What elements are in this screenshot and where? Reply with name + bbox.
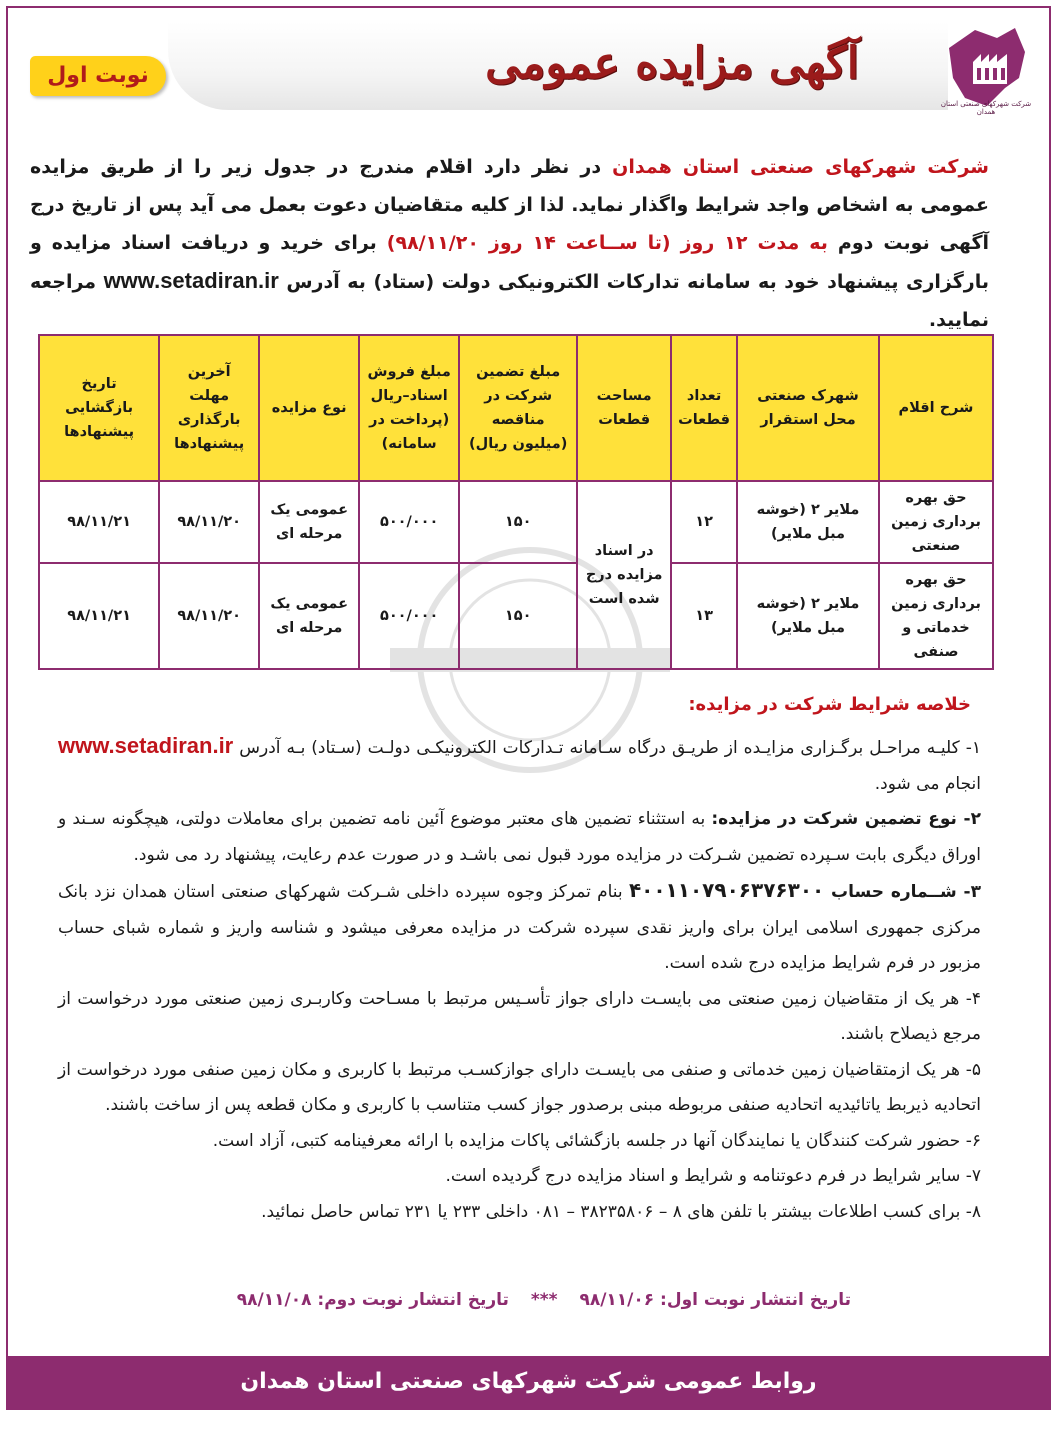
cell-item: حق بهره برداری زمین خدماتی و صنفی	[879, 563, 993, 669]
th-opening: تاریخ بازگشایی پیشنهادها	[39, 335, 159, 481]
condition-item: ۸- برای کسب اطلاعات بیشتر با تلفن های ۸ – ۳۸۲۳۵۸۰۶ – ۰۸۱ داخلی ۲۳۳ یا ۲۳۱ تماس حاصل نمائید.	[261, 1201, 981, 1222]
conditions-title: خلاصه شرایط شرکت در مزایده:	[688, 694, 971, 715]
intro-url-link[interactable]: www.setadiran.ir	[103, 268, 279, 293]
intro-text-3: مراجعه نمایید.	[30, 271, 989, 331]
condition-1-url-link[interactable]: www.setadiran.ir	[58, 733, 234, 758]
cell-type: عمومی یک مرحله ای	[259, 481, 359, 563]
condition-1-text: ۱- کلیـه مراحـل برگـزاری مزایـده از طریـق درگاه سـامانه تـدارکات الکترونیکـی دولـت (سـتاد) بـه آدرس	[233, 738, 981, 758]
th-type: نوع مزایده	[259, 335, 359, 481]
condition-3-label: ۳- شــماره حساب	[824, 882, 981, 902]
conditions-list	[58, 728, 981, 1230]
logo-caption: شرکت شهرکهای صنعتی استان همدان	[940, 100, 1032, 116]
table-row	[39, 563, 993, 669]
cell-deadline: ۹۸/۱۱/۲۰	[159, 563, 259, 669]
cell-deadline: ۹۸/۱۱/۲۰	[159, 481, 259, 563]
condition-2-label: ۲- نوع تضمین شرکت در مزایده:	[711, 809, 981, 829]
th-deadline: آخرین مهلت بارگذاری پیشنهادها	[159, 335, 259, 481]
cell-guarantee: ۱۵۰	[459, 563, 577, 669]
cell-item: حق بهره برداری زمین صنعتی	[879, 481, 993, 563]
cell-area-merged: در اسناد مزایده درج شده است	[577, 481, 671, 669]
account-number: ۴۰۰۱۱۰۷۹۰۶۳۷۶۳۰۰	[628, 878, 825, 902]
cell-opening: ۹۸/۱۱/۲۱	[39, 481, 159, 563]
th-area: مساحت قطعات	[577, 335, 671, 481]
round-tag: نوبت اول	[30, 56, 166, 96]
condition-item: ۶- حضور شرکت کنندگان یا نمایندگان آنها در جلسه بازگشائی پاکات مزایده با ارائه معرفینامه کتبی، آزاد است.	[212, 1130, 981, 1151]
table-row	[39, 481, 993, 563]
condition-item: ۴- هر یک از متقاضیان زمین صنعتی می بایسـت دارای جواز تأسـیس مرتبط با مسـاحت وکاربـری زمین صنعتی مورد درخواست از مرجع ذیصلاح باشند.	[58, 988, 981, 1044]
page-title: آگهی مزایده عمومی	[485, 38, 859, 89]
items-table	[38, 334, 994, 670]
cell-opening: ۹۸/۱۱/۲۱	[39, 563, 159, 669]
th-doc-price: مبلغ فروش اسناد–ریال (پرداخت در سامانه)	[359, 335, 459, 481]
cell-location: ملایر ۲ (خوشه مبل ملایر)	[737, 563, 879, 669]
th-item: شرح اقلام	[879, 335, 993, 481]
publication-dates	[229, 1290, 859, 1310]
cell-guarantee: ۱۵۰	[459, 481, 577, 563]
footer-banner: روابط عمومی شرکت شهرکهای صنعتی استان همدان	[8, 1356, 1049, 1408]
cell-type: عمومی یک مرحله ای	[259, 563, 359, 669]
condition-item	[58, 802, 981, 873]
condition-item: ۷- سایر شرایط در فرم دعوتنامه و شرایط و اسناد مزایده درج گردیده است.	[445, 1166, 981, 1186]
cell-count: ۱۳	[671, 563, 737, 669]
condition-item	[58, 728, 981, 802]
th-location: شهرک صنعتی محل استقرار	[737, 335, 879, 481]
first-publication-date: تاریخ انتشار نوبت اول: ۹۸/۱۱/۰۶	[579, 1290, 851, 1310]
condition-item	[58, 873, 981, 982]
header	[8, 8, 1049, 114]
cell-location: ملایر ۲ (خوشه مبل ملایر)	[737, 481, 879, 563]
intro-company: شرکت شهرکهای صنعتی استان همدان	[612, 156, 989, 178]
second-publication-date: تاریخ انتشار نوبت دوم: ۹۸/۱۱/۰۸	[236, 1290, 509, 1310]
cell-doc-price: ۵۰۰/۰۰۰	[359, 563, 459, 669]
condition-item: ۵- هر یک ازمتقاضیان زمین خدماتی و صنفی می بایسـت دارای جوازکسـب مرتبط با کاربری و مکان زمین صنفی مورد درخواست از اتحادیه ذیربط یاتائیدیه اتحادیه صنفی مربوطه مبنی برصدور جواز کسب متناسب با کاربری و مکان قطعه پس از ساخت باشند.	[58, 1059, 981, 1115]
dates-separator: ***	[530, 1290, 558, 1310]
condition-1-end: انجام می شود.	[874, 773, 981, 794]
cell-doc-price: ۵۰۰/۰۰۰	[359, 481, 459, 563]
intro-paragraph	[30, 148, 989, 339]
th-guarantee: مبلغ تضمین شرکت در مناقصه (میلیون ریال)	[459, 335, 577, 481]
cell-count: ۱۲	[671, 481, 737, 563]
condition-3-text: بنام تمرکز وجوه سپرده داخلی شـرکت شهرکهای صنعتی استان همدان نزد بانک مرکزی جمهوری اسلامی ایران برای واریز نقدی سپرده شرکت در مزایده معرفی میشود و شناسه واریز و شماره شبای حساب مزبور در فرم شرایط مزایده درج شده است.	[58, 882, 981, 973]
intro-deadline: به مدت ۱۲ روز (تا ســاعت ۱۴ روز ۹۸/۱۱/۲۰)	[386, 232, 828, 254]
intro-text-2: برای خرید و دریافت اسناد مزایده و بارگزاری پیشنهاد خود به سامانه تدارکات الکترونیکی دولت (ستاد) به آدرس	[30, 232, 989, 293]
condition-2-text: به استثناء تضمین های معتبر موضوع آئین نامه تضمین برای معاملات دولتی، هیچگونه سـند و اوراق دیگری بابت سـپرده تضمین شـرکت در مزایده مورد قبول نمی باشـد و در صورت عدم رعایت، پیشنهاد رد می شود.	[58, 809, 981, 865]
th-count: تعداد قطعات	[671, 335, 737, 481]
table-header-row	[39, 335, 993, 481]
intro-text-1: در نظر دارد اقلام مندرج در جدول زیر را از طریق مزایده عمومی به اشخاص واجد شرایط واگذار نماید. لذا از کلیه متقاضیان دعوت بعمل می آید پس از تاریخ درج آگهی نوبت دوم	[30, 156, 990, 254]
